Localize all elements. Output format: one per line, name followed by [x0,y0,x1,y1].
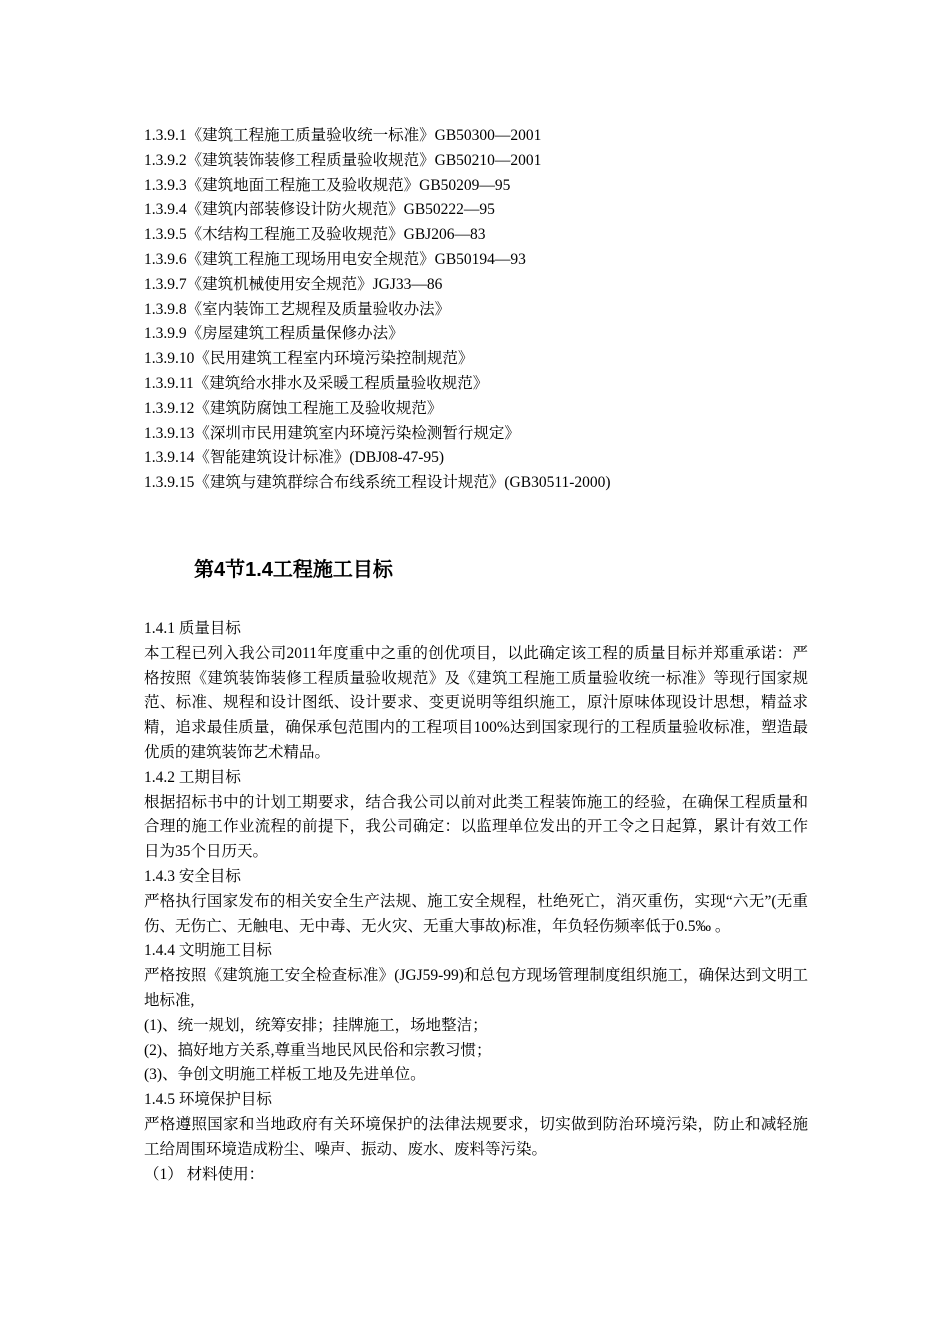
civilized-item: (2)、搞好地方关系,尊重当地民风民俗和宗教习惯； [144,1041,492,1059]
environment-item: （1） 材料使用： [144,1165,265,1183]
reference-item: 1.3.9.4《建筑内部装修设计防火规范》GB50222—95 [144,201,495,219]
reference-item: 1.3.9.2《建筑装饰装修工程质量验收规范》GB50210—2001 [144,151,542,169]
schedule-goal-text: 根据招标书中的计划工期要求，结合我公司以前对此类工程装饰施工的经验，在确保工程质量和合理的施工作业流程的前提下，我公司确定：以监理单位发出的开工令之日起算，累计有效工作日为35个日历天。 [144,793,808,861]
reference-item: 1.3.9.12《建筑防腐蚀工程施工及验收规范》 [144,399,443,417]
reference-item: 1.3.9.15《建筑与建筑群综合布线系统工程设计规范》(GB30511-2000) [144,474,611,492]
reference-item: 1.3.9.5《木结构工程施工及验收规范》GBJ206—83 [144,226,486,244]
reference-item: 1.3.9.3《建筑地面工程施工及验收规范》GB50209—95 [144,176,511,194]
civilized-item: (3)、争创文明施工样板工地及先进单位。 [144,1066,426,1084]
reference-item: 1.3.9.6《建筑工程施工现场用电安全规范》GB50194—93 [144,250,526,268]
reference-item: 1.3.9.13《深圳市民用建筑室内环境污染检测暂行规定》 [144,424,520,442]
safety-goal-text: 严格执行国家发布的相关安全生产法规、施工安全规程，杜绝死亡，消灭重伤，实现“六无”(无重伤、无伤亡、无触电、无中毒、无火灾、无重大事故)标准，年负轻伤频率低于0.5‰ 。 [144,892,808,935]
schedule-goal-heading: 1.4.2 工期目标 [144,768,241,786]
quality-goal-text: 本工程已列入我公司2011年度重中之重的创优项目，以此确定该工程的质量目标并郑重承诺：严格按照《建筑装饰装修工程质量验收规范》及《建筑工程施工质量验收统一标准》等现行国家规范、标准、规程和设计图纸、设计要求、变更说明等组织施工，原汁原味体现设计思想，精益求精，追求最佳质量，确保承包范围内的工程项目100%达到国家现行的工程质量验收标准，塑造最优质的建筑装饰艺术精品。 [144,644,808,761]
civilized-construction-text: 严格按照《建筑施工安全检查标准》(JGJ59-99)和总包方现场管理制度组织施工，确保达到文明工地标准, [144,967,808,1009]
section-title: 第4节1.4工程施工目标 [194,559,393,581]
reference-item: 1.3.9.11《建筑给水排水及采暖工程质量验收规范》 [144,374,489,392]
environment-goal-text: 严格遵照国家和当地政府有关环境保护的法律法规要求，切实做到防治环境污染，防止和减轻施工给周围环境造成粉尘、噪声、振动、废水、废料等污染。 [144,1115,808,1158]
civilized-construction-heading: 1.4.4 文明施工目标 [144,942,272,960]
section-body [144,617,808,1187]
reference-item: 1.3.9.1《建筑工程施工质量验收统一标准》GB50300—2001 [144,127,542,144]
quality-goal-heading: 1.4.1 质量目标 [144,620,241,637]
reference-item: 1.3.9.14《智能建筑设计标准》(DBJ08-47-95) [144,449,445,467]
reference-item: 1.3.9.7《建筑机械使用安全规范》JGJ33—86 [144,275,443,293]
reference-item: 1.3.9.10《民用建筑工程室内环境污染控制规范》 [144,350,474,368]
civilized-item: (1)、统一规划，统筹安排；挂牌施工，场地整洁； [144,1016,488,1034]
reference-item: 1.3.9.8《室内装饰工艺规程及质量验收办法》 [144,300,451,318]
environment-goal-heading: 1.4.5 环境保护目标 [144,1091,272,1109]
reference-standards-list [144,124,824,496]
safety-goal-heading: 1.4.3 安全目标 [144,867,241,885]
reference-item: 1.3.9.9《房屋建筑工程质量保修办法》 [144,325,404,343]
